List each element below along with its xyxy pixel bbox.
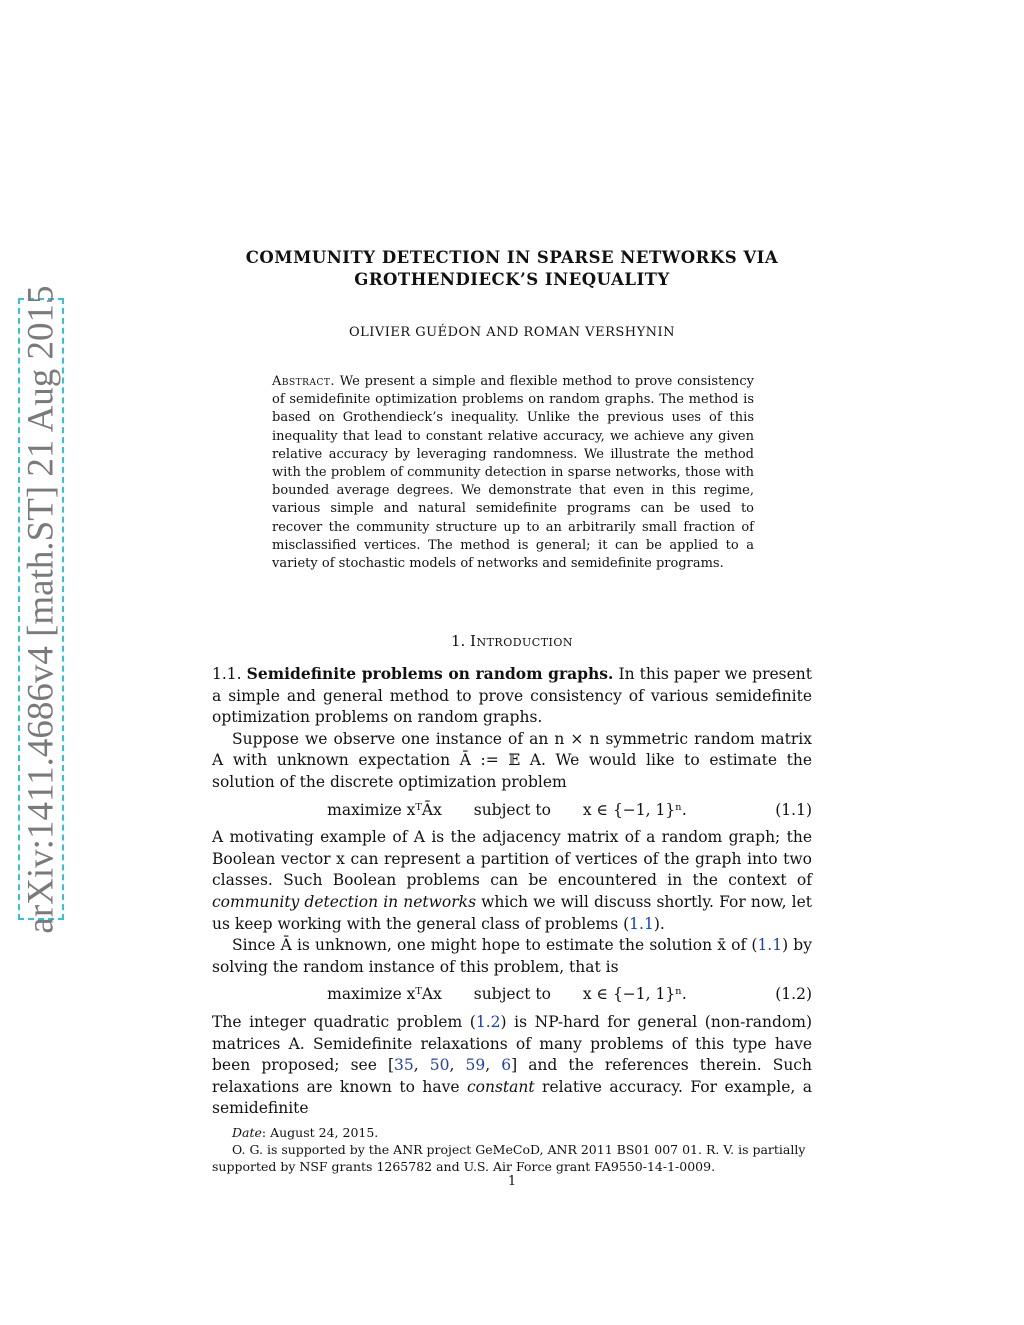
page-number: 1 [507, 1174, 517, 1189]
cite-ref-50[interactable]: 50 [429, 1056, 450, 1075]
paper-title [150, 247, 874, 291]
cite-ref-6[interactable]: 6 [501, 1056, 512, 1075]
paragraph-4: Since Ā is unknown, one might hope to estimate the solution x̄ of (1.1) by solving the random instance of this problem, that is [212, 936, 812, 976]
abstract-text: We present a simple and flexible method to prove consistency of semidefinite optimization problems on random graphs. The method is based on Grothendieck’s inequality. Unlike the previous uses of this inequality that lead to constant relative accuracy, we achieve any given relative accuracy by leveraging randomness. We illustrate the method with the problem of community detection in sparse networks, those with bounded average degrees. We demonstrate that even in this regime, various simple and natural semidefinite programs can be used to recover the community structure up to an arbitrarily small fraction of misclassified vertices. The method is general; it can be applied to a variety of stochastic models of networks and semidefinite programs. [272, 374, 754, 572]
paragraph-3: A motivating example of A is the adjacency matrix of a random graph; the Boolean vector x can represent a partition of vertices of the graph into two classes. Such Boolean problems can be encountered in the context of community detection in networks which we will discuss shortly. For now, let us keep working with the general class of problems (1.1). [212, 828, 812, 933]
footnote-support: O. G. is supported by the ANR project GeMeCoD, ANR 2011 BS01 007 01. R. V. is partially supported by NSF grants 1265782 and U.S. Air Force grant FA9550-14-1-0009. [212, 1142, 806, 1174]
equation-1-2 [212, 984, 812, 1006]
eq1-rhs: x ∈ {−1, 1}ⁿ. [582, 800, 687, 819]
abstract-label: Abstract. [272, 374, 335, 389]
cite-eq-1-1-b[interactable]: 1.1 [757, 936, 783, 955]
emphasis-community-detection: community detection in networks [212, 892, 477, 911]
footnote-date: Date: August 24, 2015. [232, 1125, 379, 1140]
section-number: 1. [450, 632, 466, 650]
arxiv-identifier: arXiv:1411.4686v4 [math.ST] 21 Aug 2015 [20, 284, 62, 934]
eq2-rhs: x ∈ {−1, 1}ⁿ. [582, 985, 687, 1004]
title-line-2: GROTHENDIECK’S INEQUALITY [354, 270, 670, 289]
eq1-number: (1.1) [775, 800, 812, 819]
cite-eq-1-2[interactable]: 1.2 [475, 1012, 501, 1031]
subsection-number: 1.1. [212, 665, 242, 683]
abstract [272, 373, 754, 573]
arxiv-sidebar[interactable] [18, 284, 64, 934]
paragraph-1-text: In this paper we present a simple and general method to prove consistency of various semidefinite optimization problems on random graphs. [212, 665, 813, 727]
title-line-1: COMMUNITY DETECTION IN SPARSE NETWORKS VIA [245, 248, 779, 267]
eq1-lhs: maximize xᵀĀx [327, 800, 442, 819]
cite-eq-1-1[interactable]: 1.1 [629, 914, 654, 933]
cite-ref-59[interactable]: 59 [465, 1056, 486, 1075]
paragraph-5: The integer quadratic problem (1.2) is NP-hard for general (non-random) matrices A. Semidefinite relaxations of many problems of this type have been proposed; see [35, 50, 59, 6] and the references therein. Such relaxations are known to have constant relative accuracy. For example, a semidefinite [212, 1012, 812, 1118]
section-title: Introduction [470, 632, 574, 650]
authors: OLIVIER GUÉDON AND ROMAN VERSHYNIN [348, 325, 676, 340]
emphasis-constant: constant [466, 1077, 535, 1096]
footnotes [212, 1124, 812, 1175]
eq2-lhs: maximize xᵀAx [327, 985, 442, 1004]
cite-ref-35[interactable]: 35 [394, 1056, 414, 1075]
eq2-mid: subject to [473, 985, 551, 1004]
eq1-mid: subject to [473, 800, 551, 819]
paragraph-1 [212, 663, 812, 729]
section-heading [150, 632, 874, 650]
paragraph-2: Suppose we observe one instance of an n × n symmetric random matrix A with unknown expectation Ā := 𝔼 A. We would like to estimate the solution of the discrete optimization problem [212, 729, 812, 791]
subsection-title: Semidefinite problems on random graphs. [246, 664, 614, 683]
eq2-number: (1.2) [775, 985, 812, 1004]
body-text [212, 663, 812, 1120]
equation-1-1 [212, 800, 812, 822]
